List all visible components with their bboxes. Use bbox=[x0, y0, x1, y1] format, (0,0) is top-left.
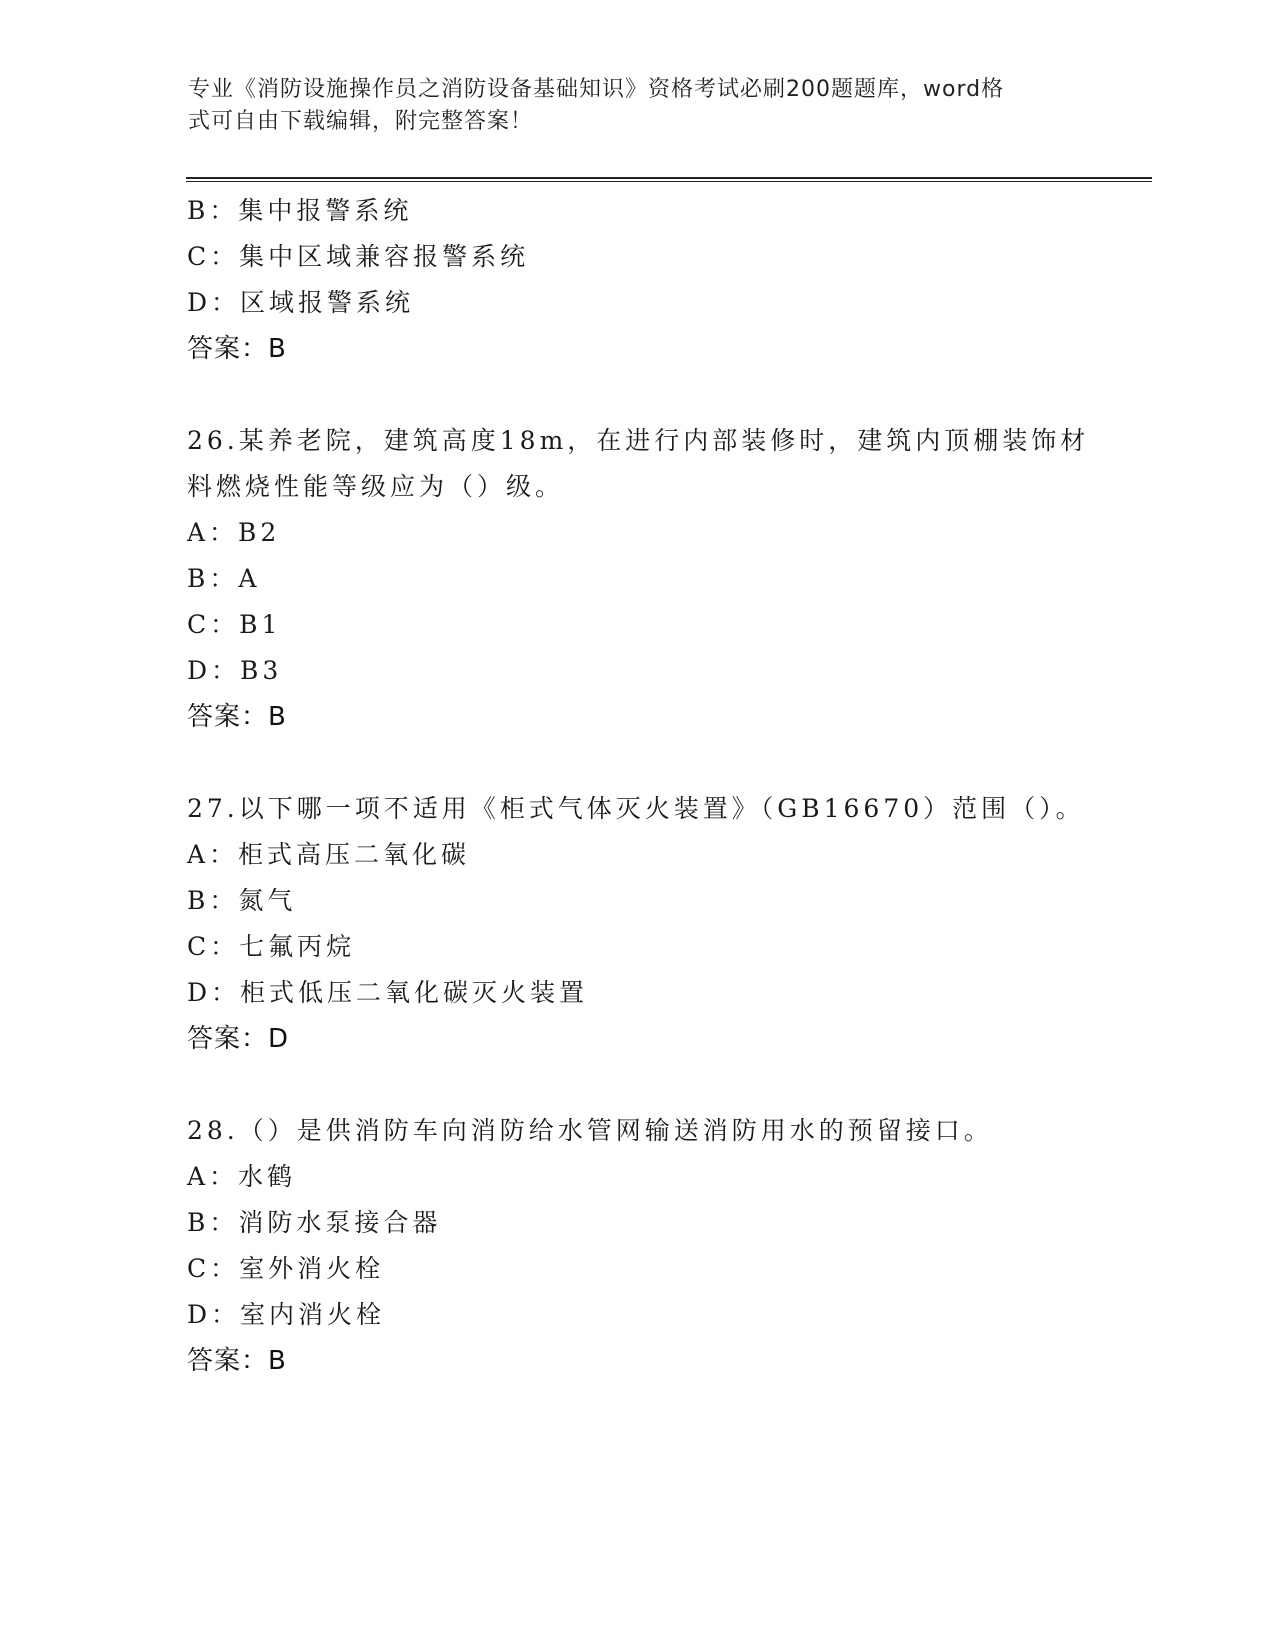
question-stem: 28.（）是供消防车向消防给水管网输送消防用水的预留接口。 bbox=[187, 1116, 993, 1145]
option-c: C：B1 bbox=[187, 610, 282, 639]
question-26 bbox=[187, 418, 1090, 740]
option-d: D：区域报警系统 bbox=[187, 288, 415, 317]
option-a: A：B2 bbox=[187, 518, 281, 547]
document-body bbox=[187, 188, 1090, 1384]
option-a: A：柜式高压二氧化碳 bbox=[187, 840, 471, 869]
answer-line: 答案：B bbox=[187, 702, 287, 732]
option-b: B：消防水泵接合器 bbox=[187, 1208, 442, 1237]
option-c: C：集中区域兼容报警系统 bbox=[187, 242, 530, 271]
header-line-1: 专业《消防设施操作员之消防设备基础知识》资格考试必刷200题题库，word格 bbox=[188, 77, 1005, 102]
question-stem: 26.某养老院，建筑高度18m，在进行内部装修时，建筑内顶棚装饰材 bbox=[187, 426, 1090, 455]
option-d: D：柜式低压二氧化碳灭火装置 bbox=[187, 978, 589, 1007]
question-28 bbox=[187, 1108, 1087, 1384]
question-stem: 料燃烧性能等级应为（）级。 bbox=[187, 472, 565, 501]
option-d: D：B3 bbox=[187, 656, 283, 685]
answer-line: 答案：B bbox=[187, 1346, 287, 1376]
question-stem: 27.以下哪一项不适用《柜式气体灭火装置》（GB16670）范围（）。 bbox=[187, 794, 1085, 823]
previous-question-block bbox=[187, 188, 1087, 372]
option-b: B：氮气 bbox=[187, 886, 297, 915]
header-divider bbox=[186, 177, 1152, 182]
answer-line: 答案：B bbox=[187, 334, 287, 364]
question-27 bbox=[187, 786, 1087, 1062]
option-d: D：室内消火栓 bbox=[187, 1300, 386, 1329]
option-c: C：室外消火栓 bbox=[187, 1254, 385, 1283]
option-a: A：水鹤 bbox=[187, 1162, 297, 1191]
option-b: B：A bbox=[187, 564, 261, 593]
option-b: B：集中报警系统 bbox=[187, 196, 413, 225]
header-line-2: 式可自由下载编辑，附完整答案！ bbox=[188, 109, 534, 134]
document-header bbox=[188, 74, 1088, 138]
option-c: C：七氟丙烷 bbox=[187, 932, 356, 961]
answer-line: 答案：D bbox=[187, 1024, 290, 1054]
